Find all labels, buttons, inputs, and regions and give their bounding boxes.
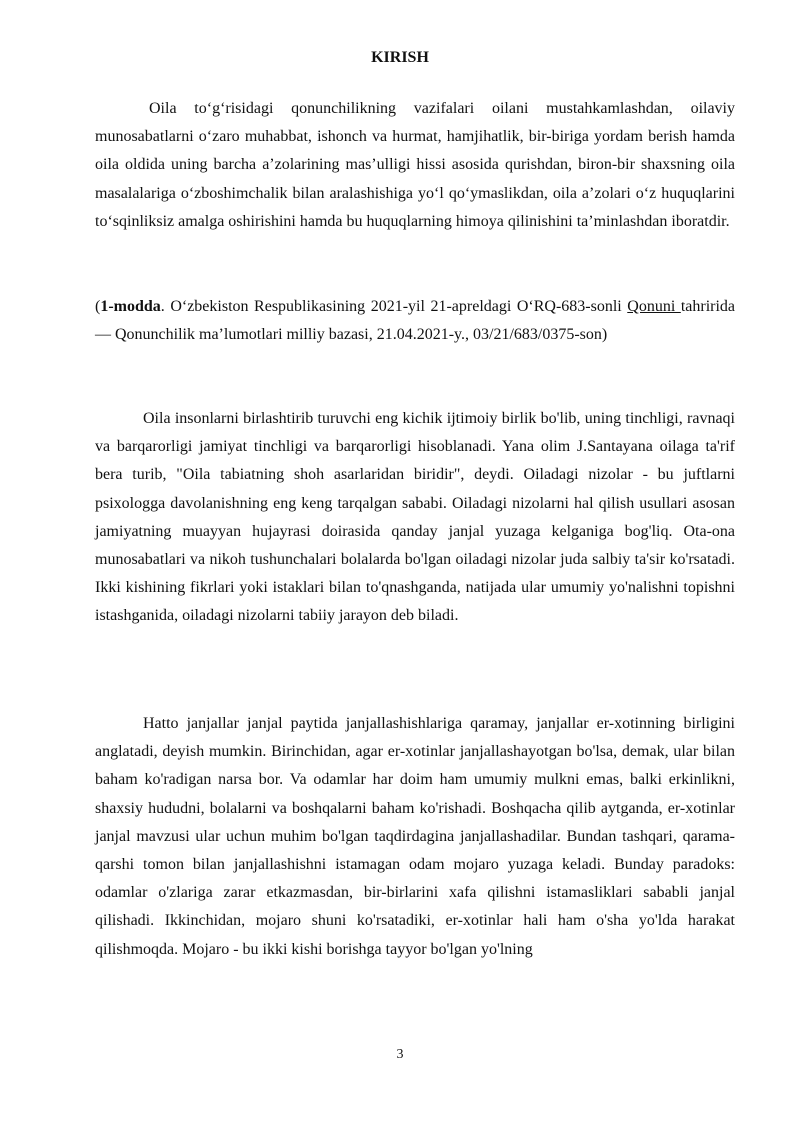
law-link[interactable]: Qonuni	[627, 298, 681, 315]
paragraph-intro: Oila to‘g‘risidagi qonunchilikning vazifalari oilani mustahkamlashdan, oilaviy munosabatlarni o‘zaro muhabbat, ishonch va hurmat, hamjihatlik, bir-biriga yordam berish hamda oila oldida uning barcha a’zolarining mas’ulligi hissi asosida qurishdan, biron-bir shaxsning oila masalalariga o‘zboshimchalik bilan aralashishiga yo‘l qo‘ymaslikdan, oila a’zolari o‘z huquqlarini to‘sqinliksiz amalga oshirishini hamda bu huquqlarning himoya qilinishini ta’minlashdan iboratdir.	[95, 100, 735, 230]
paragraph-family-conflicts: Oila insonlarni birlashtirib turuvchi eng kichik ijtimoiy birlik bo'lib, uning tinchligi, ravnaqi va barqarorligi jamiyat tinchligi va barqarorligi hisoblanadi. Yana olim J.Santayana oilaga ta'rif bera turib, "Oila tabiatning shoh asarlaridan biridir", deydi. Oiladagi nizolar - bu juftlarni psixologga davolanishning eng keng tarqalgan sababi. Oiladagi nizolarni hal qilish usullari asosan jamiyatning muayyan hujayrasi doirasida qanday janjal yuzaga kelganiga bog'liq. Ota-ona munosabatlari va nikoh tushunchalari bolalarda bo'lgan oiladagi nizolar juda salbiy ta'sir ko'rsatadi. Ikki kishining fikrlari yoki istaklari bilan to'qnashganda, natijada ular umumiy yo'nalishni topishni istashganida, oiladagi nizolarni tabiiy jarayon deb biladi.	[95, 410, 735, 625]
citation-text: . O‘zbekiston Respublikasining 2021-yil 21-apreldagi O‘RQ-683-sonli	[160, 298, 628, 315]
page-number: 3	[396, 1047, 404, 1062]
citation-open-paren: (	[95, 298, 101, 315]
citation-source: tahririda — Qonunchilik ma’lumotlari milliy bazasi, 21.04.2021-y., 03/21/683/0375-son)	[95, 298, 736, 344]
paragraph-quarrels: Hatto janjallar janjal paytida janjallashishlariga qaramay, janjallar er-xotinning birligini anglatadi, deyish mumkin. Birinchidan, agar er-xotinlar janjallashayotgan bo'lsa, demak, ular bilan baham ko'radigan narsa bor. Va odamlar har doim ham umumiy mulkni emas, balki erkinlikni, shaxsiy hududni, bolalarni va boshqalarni baham ko'rishadi. Boshqacha qilib aytganda, er-xotinlar janjal mavzusi ular uchun muhim bo'lgan taqdirdagina janjallashadilar. Bundan tashqari, qarama-qarshi tomon bilan janjallashishni istamagan odam mojaro yuzaga keladi. Bunday paradoks: odamlar o'zlariga zarar etkazmasdan, bir-birlarini xafa qilishni istamasliklari sababli janjal qilishadi. Ikkinchidan, mojaro shuni ko'rsatadiki, er-xotinlar hali ham o'sha yo'lda harakat qilishmoqda. Mojaro - bu ikki kishi borishga tayyor bo'lgan yo'lning	[95, 715, 735, 958]
citation-article: 1-modda	[100, 298, 161, 315]
page-title: KIRISH	[371, 49, 429, 66]
citation-paragraph	[95, 293, 735, 349]
